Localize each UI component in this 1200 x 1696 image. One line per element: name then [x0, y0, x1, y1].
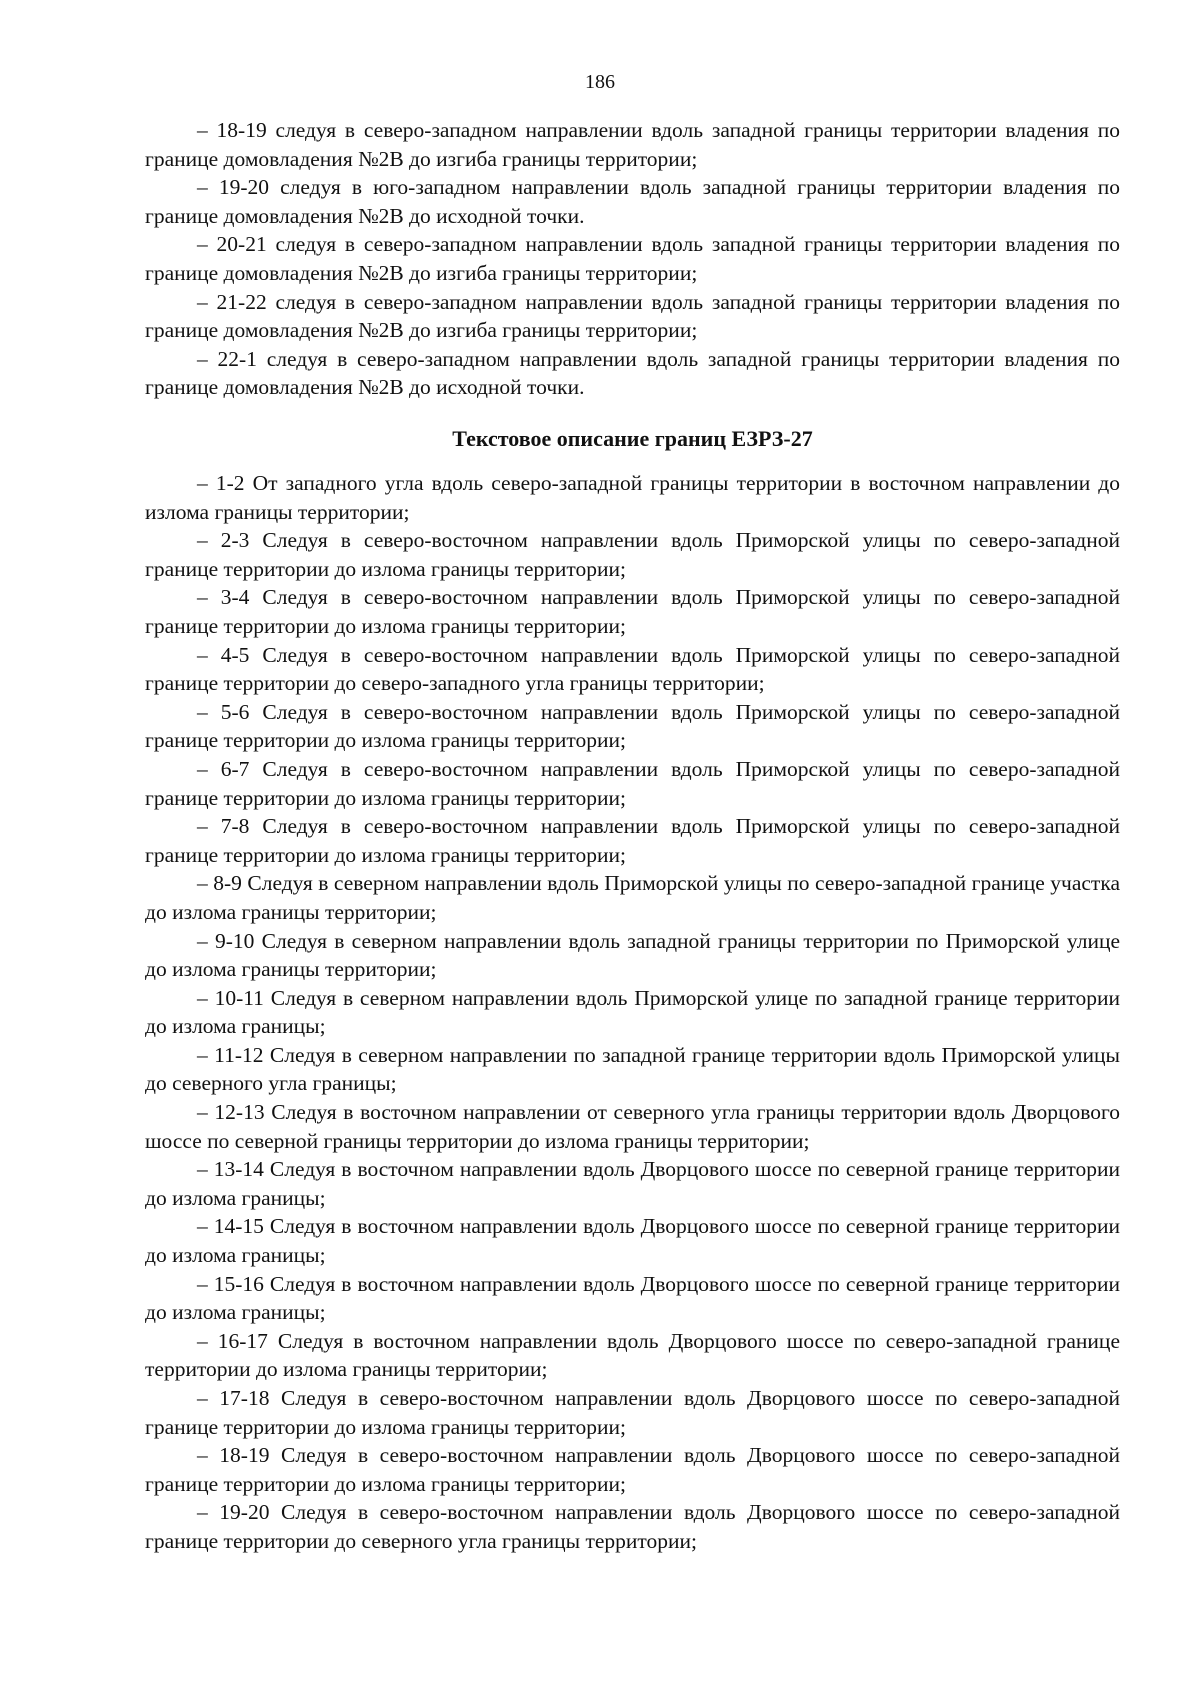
paragraph: – 22-1 следуя в северо-западном направлении вдоль западной границы территории владения по границе домовладения №2В до исходной точки.	[145, 346, 1120, 400]
page-number: 186	[585, 71, 615, 93]
paragraph: – 7-8 Следуя в северо-восточном направлении вдоль Приморской улицы по северо-западной границе территории до излома границы территории;	[145, 814, 1120, 867]
paragraph: – 18-19 следуя в северо-западном направлении вдоль западной границы территории владения по границе домовладения №2В до изгиба границы территории;	[145, 118, 1120, 171]
paragraph: – 17-18 Следуя в северо-восточном направлении вдоль Дворцового шоссе по северо-западной границе территории до излома границы территории;	[145, 1386, 1120, 1439]
paragraph: – 9-10 Следуя в северном направлении вдоль западной границы территории по Приморской улице до излома границы территории;	[145, 928, 1120, 982]
paragraph: – 1-2 От западного угла вдоль северо-западной границы территории в восточном направлении до излома границы территории;	[145, 471, 1120, 524]
paragraph: – 18-19 Следуя в северо-восточном направлении вдоль Дворцового шоссе по северо-западной границе территории до излома границы территории;	[145, 1443, 1120, 1496]
paragraph: – 4-5 Следуя в северо-восточном направлении вдоль Приморской улицы по северо-западной границе территории до северо-западного угла границы территории;	[145, 642, 1120, 696]
top-paragraphs	[145, 116, 1120, 402]
boundary-paragraphs	[145, 469, 1120, 1556]
paragraph: – 12-13 Следуя в восточном направлении от северного угла границы территории вдоль Дворцового шоссе по северной границы территории до излома границы территории;	[145, 1100, 1120, 1153]
paragraph: – 19-20 Следуя в северо-восточном направлении вдоль Дворцового шоссе по северо-западной границе территории до северного угла границы территории;	[145, 1500, 1120, 1553]
paragraph: – 10-11 Следуя в северном направлении вдоль Приморской улице по западной границе территории до излома границы;	[145, 985, 1120, 1039]
paragraph: – 21-22 следуя в северо-западном направлении вдоль западной границы территории владения по границе домовладения №2В до изгиба границы территории;	[145, 289, 1120, 343]
paragraph: – 6-7 Следуя в северо-восточном направлении вдоль Приморской улицы по северо-западной границе территории до излома границы территории;	[145, 756, 1120, 810]
paragraph: – 3-4 Следуя в северо-восточном направлении вдоль Приморской улицы по северо-западной границе территории до излома границы территории;	[145, 585, 1120, 638]
paragraph: – 15-16 Следуя в восточном направлении вдоль Дворцового шоссе по северной границе территории до излома границы;	[145, 1271, 1120, 1325]
paragraph: – 16-17 Следуя в восточном направлении вдоль Дворцового шоссе по северо-западной границе территории до излома границы территории;	[145, 1328, 1120, 1382]
section-heading: Текстовое описание границ ЕЗРЗ-27	[452, 426, 813, 451]
paragraph: – 2-3 Следуя в северо-восточном направлении вдоль Приморской улицы по северо-западной границе территории до излома границы территории;	[145, 528, 1120, 581]
paragraph: – 5-6 Следуя в северо-восточном направлении вдоль Приморской улицы по северо-западной границе территории до излома границы территории;	[145, 699, 1120, 753]
paragraph: – 11-12 Следуя в северном направлении по западной границе территории вдоль Приморской улицы до северного угла границы;	[145, 1042, 1120, 1096]
paragraph: – 19-20 следуя в юго-западном направлении вдоль западной границы территории владения по границе домовладения №2В до исходной точки.	[145, 175, 1120, 228]
paragraph: – 20-21 следуя в северо-западном направлении вдоль западной границы территории владения по границе домовладения №2В до изгиба границы территории;	[145, 232, 1120, 285]
paragraph: – 14-15 Следуя в восточном направлении вдоль Дворцового шоссе по северной границе территории до излома границы;	[145, 1214, 1120, 1268]
paragraph: – 13-14 Следуя в восточном направлении вдоль Дворцового шоссе по северной границе территории до излома границы;	[145, 1157, 1120, 1210]
paragraph: – 8-9 Следуя в северном направлении вдоль Приморской улицы по северо-западной границе участка до излома границы территории;	[145, 871, 1120, 924]
